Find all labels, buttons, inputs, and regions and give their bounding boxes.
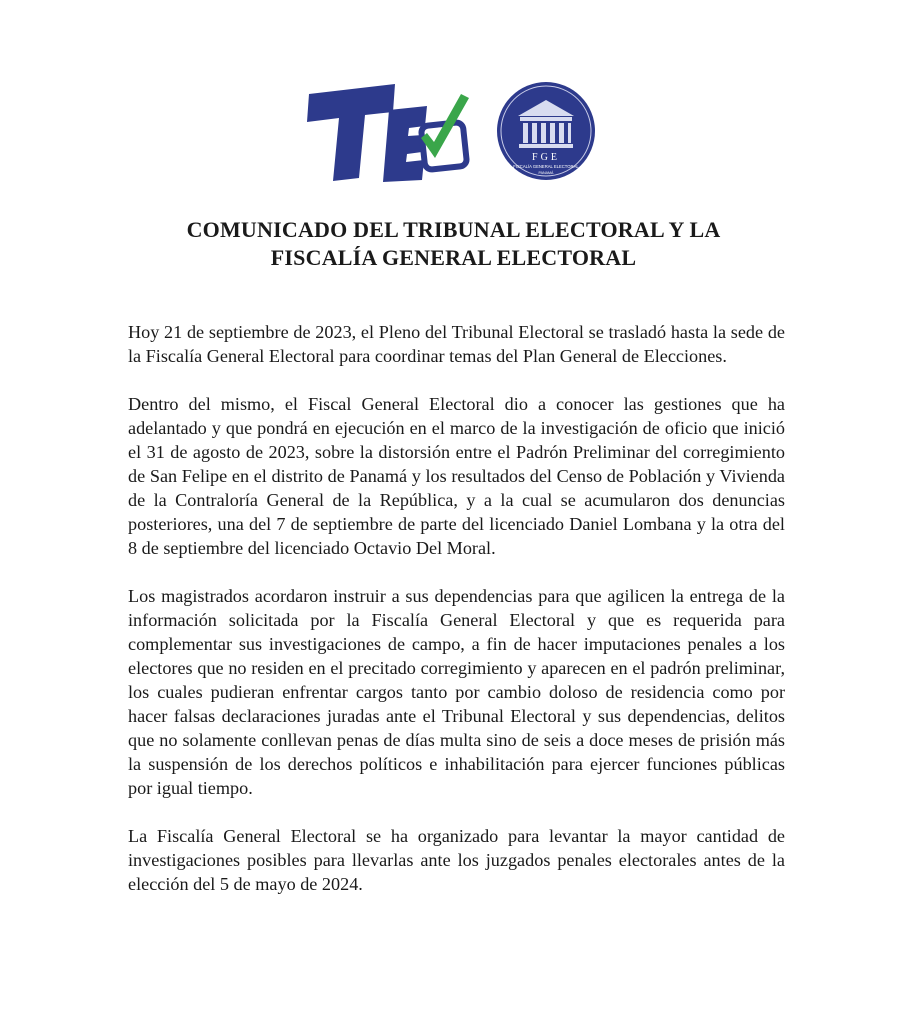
tribunal-electoral-logo	[303, 82, 475, 182]
title-line-1: COMUNICADO DEL TRIBUNAL ELECTORAL Y LA	[186, 217, 721, 242]
title-line-2: FISCALÍA GENERAL ELECTORAL	[270, 245, 637, 270]
paragraph-3: Los magistrados acordaron instruir a sus dependencias para que agilicen la entrega de la información solicitada por la Fiscalía General Electoral y que es requerida para complementar sus investigaciones de campo, a fin de hacer imputaciones penales a los electores que no residen en el precitado corregimiento y aparecen en el padrón preliminar, los cuales pudieran enfrentar cargos tanto por cambio doloso de residencia como por hacer falsas declaraciones juradas ante el Tribunal Electoral y sus dependencias, delitos que no solamente conllevan penas de días multa sino de seis a doce meses de prisión más la suspensión de los derechos políticos e inhabilitación para ejercer funciones públicas por igual tiempo.	[128, 586, 785, 798]
paragraph-1: Hoy 21 de septiembre de 2023, el Pleno del Tribunal Electoral se trasladó hasta la sede de la Fiscalía General Electoral para coordinar temas del Plan General de Elecciones.	[128, 322, 785, 366]
paragraph-2: Dentro del mismo, el Fiscal General Electoral dio a conocer las gestiones que ha adelantado y que pondrá en ejecución en el marco de la investigación de oficio que inició el 31 de agosto de 2023, sobre la distorsión entre el Padrón Preliminar del corregimiento de San Felipe en el distrito de Panamá y los resultados del Censo de Población y Vivienda de la Contraloría General de la República, y a la cual se acumularon dos denuncias posteriores, una del 7 de septiembre de parte del licenciado Daniel Lombana y la otra del 8 de septiembre del licenciado Octavio Del Moral.	[128, 394, 785, 558]
fiscalia-general-electoral-logo	[494, 82, 598, 180]
document-body	[128, 320, 785, 920]
svg-text:FISCALÍA GENERAL ELECTORAL: FISCALÍA GENERAL ELECTORAL	[513, 164, 579, 169]
logo-header	[0, 82, 907, 182]
document-title	[0, 216, 907, 272]
svg-text:FGE: FGE	[532, 152, 560, 163]
svg-text:PANAMÁ: PANAMÁ	[538, 171, 554, 175]
paragraph-4: La Fiscalía General Electoral se ha organizado para levantar la mayor cantidad de investigaciones posibles para llevarlas ante los juzgados penales electorales antes de la elección del 5 de mayo de 2024.	[128, 826, 785, 894]
